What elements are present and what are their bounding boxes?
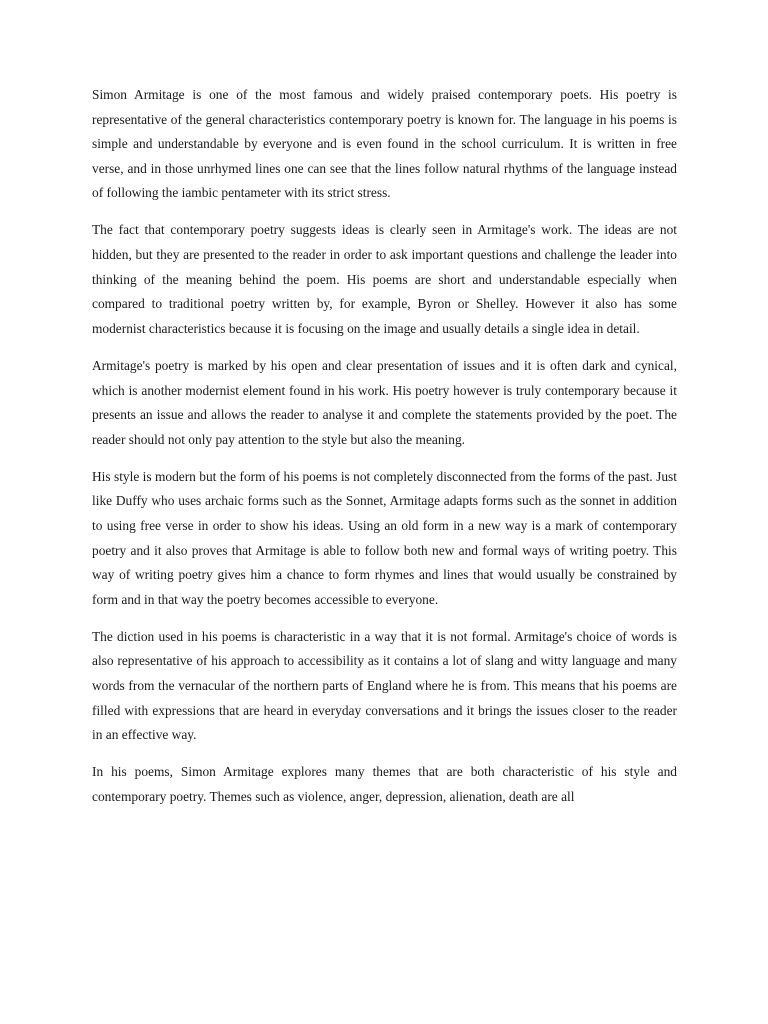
paragraph-3: Armitage's poetry is marked by his open and clear presentation of issues and it is often dark and cynical, which is another modernist element found in his work. His poetry however is truly contemporary because it presents an issue and allows the reader to analyse it and complete the statements provided by the poet. The reader should not only pay attention to the style but also the meaning. (92, 357, 677, 447)
paragraph-4: His style is modern but the form of his poems is not completely disconnected from the forms of the past. Just like Duffy who uses archaic forms such as the Sonnet, Armitage adapts forms such as the sonnet in addition to using free verse in order to show his ideas. Using an old form in a new way is a mark of contemporary poetry and it also proves that Armitage is able to follow both new and formal ways of writing poetry. This way of writing poetry gives him a chance to form rhymes and lines that would usually be constrained by form and in that way the poetry becomes accessible to everyone. (92, 468, 677, 607)
document-page (92, 83, 677, 822)
paragraph-2: The fact that contemporary poetry suggests ideas is clearly seen in Armitage's work. The ideas are not hidden, but they are presented to the reader in order to ask important questions and challenge the leader into thinking of the meaning behind the poem. His poems are short and understandable especially when compared to traditional poetry written by, for example, Byron or Shelley. However it also has some modernist characteristics because it is focusing on the image and usually details a single idea in detail. (92, 222, 677, 336)
paragraph-6: In his poems, Simon Armitage explores many themes that are both characteristic of his style and contemporary poetry. Themes such as violence, anger, depression, alienation, death are all (92, 764, 677, 804)
paragraph-1: Simon Armitage is one of the most famous and widely praised contemporary poets. His poetry is representative of the general characteristics contemporary poetry is known for. The language in his poems is simple and understandable by everyone and is even found in the school curriculum. It is written in free verse, and in those unrhymed lines one can see that the lines follow natural rhythms of the language instead of following the iambic pentameter with its strict stress. (92, 87, 677, 201)
paragraph-5: The diction used in his poems is characteristic in a way that it is not formal. Armitage's choice of words is also representative of his approach to accessibility as it contains a lot of slang and witty language and many words from the vernacular of the northern parts of England where he is from. This means that his poems are filled with expressions that are heard in everyday conversations and it brings the issues closer to the reader in an effective way. (92, 628, 677, 743)
